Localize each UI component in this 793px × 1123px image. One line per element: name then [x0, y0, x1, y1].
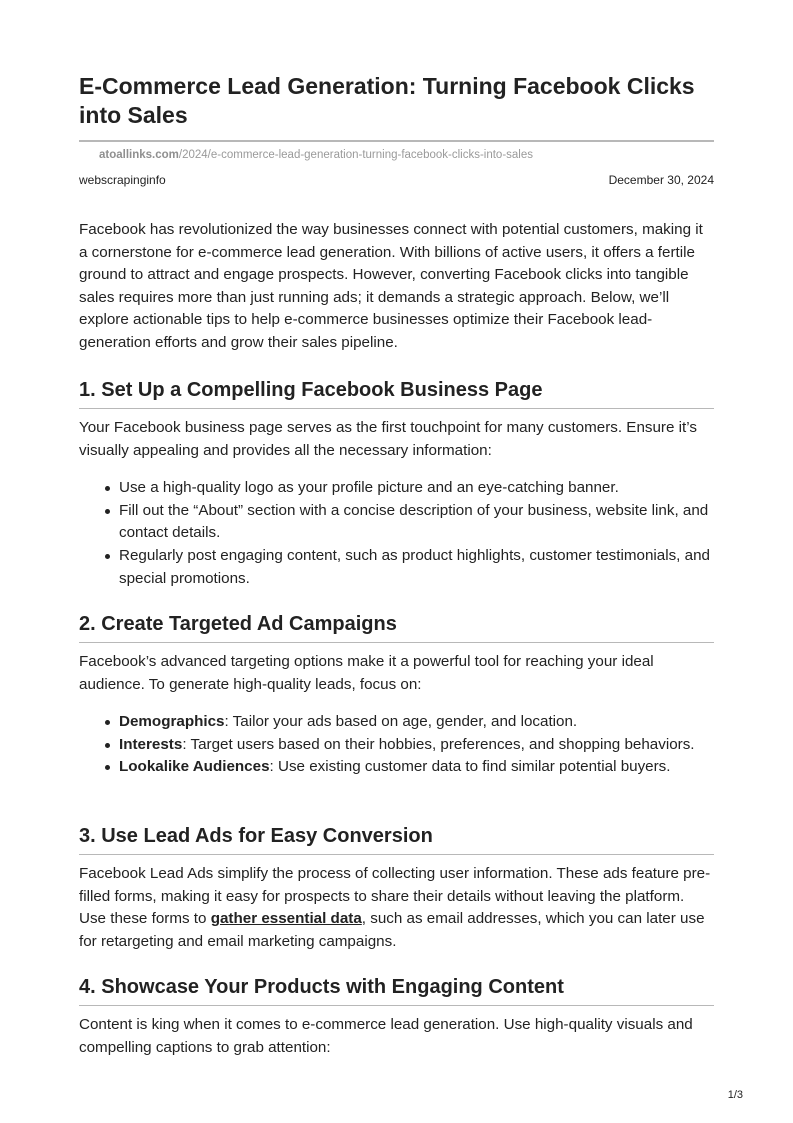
- section-4: [79, 974, 714, 1059]
- publish-date: December 30, 2024: [608, 173, 714, 187]
- author-name: webscrapinginfo: [79, 173, 166, 187]
- intro-block: [79, 219, 714, 355]
- paragraph-text: , such as email addresses, which you can later use for retargeting and email marketing campaigns.: [79, 910, 705, 950]
- bullet-term: Lookalike Audiences: [119, 758, 270, 776]
- section-paragraph: [79, 863, 714, 953]
- url-domain[interactable]: atoallinks.com: [99, 149, 179, 161]
- section-heading: 4. Showcase Your Products with Engaging Content: [79, 974, 714, 1006]
- section-2: [79, 611, 714, 779]
- section-paragraph: Your Facebook business page serves as the first touchpoint for many customers. Ensure it’s visually appealing and provides all the necessary information:: [79, 419, 697, 459]
- section-1: [79, 377, 714, 590]
- list-item: [119, 711, 714, 734]
- bullet-text: : Use existing customer data to find similar potential buyers.: [269, 758, 671, 776]
- bullet-list: [79, 477, 714, 590]
- list-item: Fill out the “About” section with a concise description of your business, website link, and contact details.: [119, 500, 714, 545]
- paragraph-text: Facebook Lead Ads simplify the process of collecting user information. These ads feature pre-filled forms, making it easy for prospects to share their details without leaving the platform. Use these forms to: [79, 865, 711, 928]
- bullet-text: : Tailor your ads based on age, gender, and location.: [224, 713, 578, 731]
- list-item: [119, 734, 714, 757]
- bullet-term: Interests: [119, 735, 183, 753]
- page-title: E-Commerce Lead Generation: Turning Facebook Clicks into Sales: [79, 73, 695, 128]
- section-heading: 1. Set Up a Compelling Facebook Business Page: [79, 377, 714, 409]
- list-item: Use a high-quality logo as your profile picture and an eye-catching banner.: [119, 477, 714, 500]
- section-paragraph: Content is king when it comes to e-commerce lead generation. Use high-quality visuals and compelling captions to grab attention:: [79, 1016, 693, 1056]
- list-item: Regularly post engaging content, such as product highlights, customer testimonials, and special promotions.: [119, 545, 714, 590]
- section-3: [79, 823, 714, 953]
- title-divider: [79, 140, 714, 142]
- section-heading: 3. Use Lead Ads for Easy Conversion: [79, 823, 714, 855]
- bullet-term: Demographics: [119, 713, 225, 731]
- section-paragraph: Facebook’s advanced targeting options make it a powerful tool for reaching your ideal audience. To generate high-quality leads, focus on:: [79, 653, 654, 693]
- url-path[interactable]: /2024/e-commerce-lead-generation-turning-facebook-clicks-into-sales: [178, 149, 533, 161]
- section-heading: 2. Create Targeted Ad Campaigns: [79, 611, 714, 643]
- bullet-list: [79, 711, 714, 779]
- page-number: 1/3: [727, 1089, 743, 1101]
- gather-data-link[interactable]: gather essential data: [210, 910, 362, 928]
- list-item: [119, 756, 714, 779]
- bullet-text: : Target users based on their hobbies, preferences, and shopping behaviors.: [182, 735, 695, 753]
- intro-paragraph: Facebook has revolutionized the way businesses connect with potential customers, making it a cornerstone for e-commerce lead generation. With billions of active users, it offers a fertile ground to attract and engage prospects. However, converting Facebook clicks into tangible sales requires more than just running ads; it demands a strategic approach. Below, we’ll explore actionable tips to help e-commerce businesses optimize their Facebook lead-generation efforts and grow their sales pipeline.: [79, 221, 703, 351]
- source-url[interactable]: [99, 147, 533, 163]
